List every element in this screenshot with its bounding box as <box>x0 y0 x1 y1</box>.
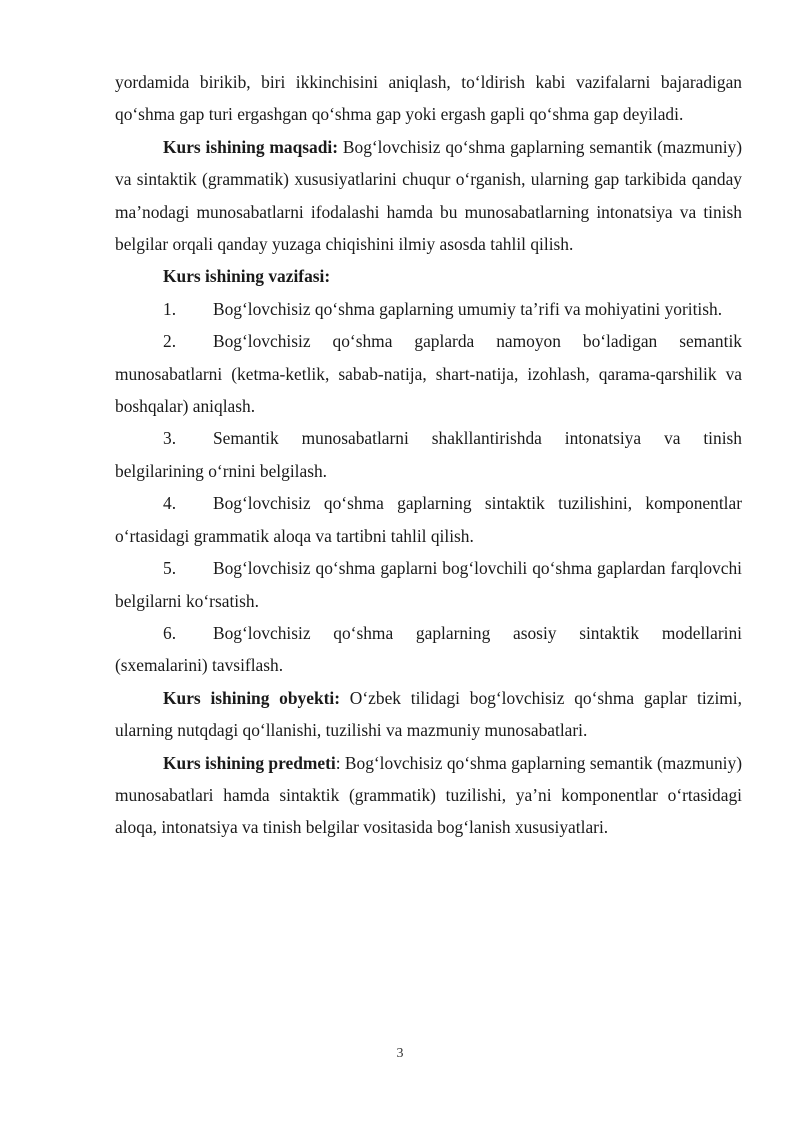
subject-text: : Bog‘lovchisiz qo‘shma gaplarning semantik (mazmuniy) munosabatlari hamda sintaktik (grammatik) tuzilishi, ya’ni komponentlar o‘rtasidagi aloqa, intonatsiya va tinish belgilar vositasida bog‘lanish xususiyatlari. <box>115 752 742 838</box>
task-text: Bog‘lovchisiz qo‘shma gaplarning umumiy ta’rifi va mohiyatini yoritish. <box>213 298 723 319</box>
goal-paragraph <box>115 131 742 261</box>
page-number: 3 <box>396 1046 404 1061</box>
task-number: 1. <box>163 298 177 319</box>
task-number: 2. <box>163 331 177 352</box>
subject-label: Kurs ishining predmeti <box>163 752 336 773</box>
goal-label: Kurs ishining maqsadi: <box>163 136 339 157</box>
subject-paragraph <box>115 747 742 844</box>
body-text <box>115 66 742 844</box>
task-item <box>115 487 742 552</box>
tasks-heading <box>115 260 742 292</box>
object-text: O‘zbek tilidagi bog‘lovchisiz qo‘shma gaplar tizimi, ularning nutqdagi qo‘llanishi, tuzilishi va mazmuniy munosabatlari. <box>115 687 742 741</box>
task-text: Bog‘lovchisiz qo‘shma gaplarni bog‘lovchili qo‘shma gaplardan farqlovchi belgilarni ko‘rsatish. <box>115 558 742 611</box>
intro-paragraph: yordamida birikib, biri ikkinchisini aniqlash, to‘ldirish kabi vazifalarni bajaradigan qo‘shma gap turi ergashgan qo‘shma gap yoki ergash gapli qo‘shma gap deyiladi. <box>115 72 742 125</box>
object-label: Kurs ishining obyekti: <box>163 687 341 708</box>
tasks-label: Kurs ishining vazifasi: <box>163 266 331 287</box>
task-text: Bog‘lovchisiz qo‘shma gaplarning sintaktik tuzilishini, komponentlar o‘rtasidagi grammatik aloqa va tartibni tahlil qilish. <box>115 493 742 546</box>
task-item <box>115 617 742 682</box>
goal-text: Bog‘lovchisiz qo‘shma gaplarning semantik (mazmuniy) va sintaktik (grammatik) xususiyatlarini chuqur o‘rganish, ularning gap tarkibida qanday ma’nodagi munosabatlarni ifodalashi hamda bu munosabatlarning intonatsiya va tinish belgilar orqali qanday yuzaga chiqishini ilmiy asosda tahlil qilish. <box>115 136 743 255</box>
task-number: 5. <box>163 558 177 579</box>
task-item <box>115 325 742 422</box>
task-number: 3. <box>163 428 177 449</box>
task-text: Bog‘lovchisiz qo‘shma gaplarda namoyon bo‘ladigan semantik munosabatlarni (ketma-ketlik, sabab-natija, shart-natija, izohlash, qarama-qarshilik va boshqalar) aniqlash. <box>115 331 742 417</box>
task-number: 4. <box>163 493 177 514</box>
task-text: Semantik munosabatlarni shakllantirishda intonatsiya va tinish belgilarining o‘rnini belgilash. <box>115 428 742 481</box>
task-item <box>115 552 742 617</box>
task-item <box>115 422 742 487</box>
task-number: 6. <box>163 622 177 643</box>
task-text: Bog‘lovchisiz qo‘shma gaplarning asosiy sintaktik modellarini (sxemalarini) tavsiflash. <box>115 622 742 676</box>
object-paragraph <box>115 682 742 747</box>
task-item <box>115 293 742 325</box>
